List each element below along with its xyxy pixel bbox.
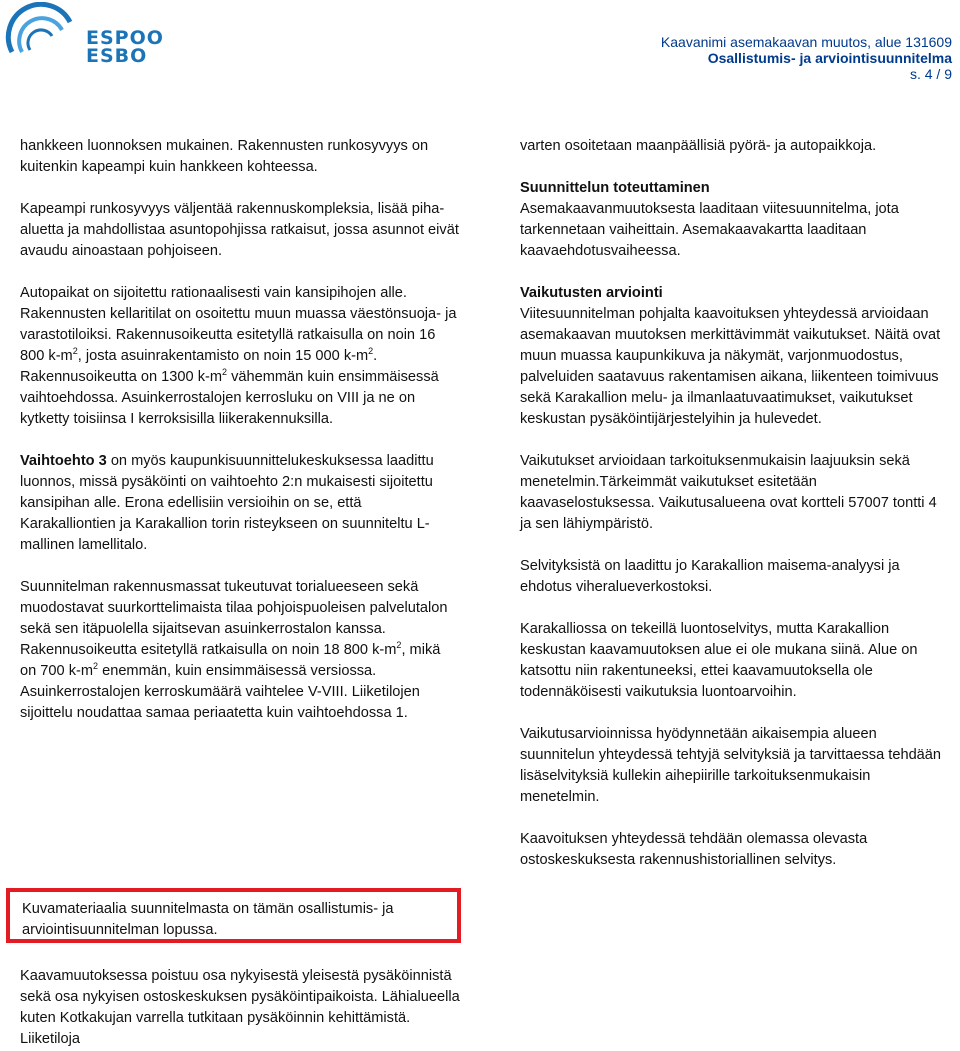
text-run: Autopaikat on sijoitettu rationaalisesti vain kansipihojen alle. Rakennusten kellaritilat on osoitettu muun muassa väestönsuoja- ja varastotiloiksi. Rakennusoikeutta esitetyllä ratkaisulla on noin 16 800 k-m xyxy=(20,285,457,364)
section-heading: Vaikutusten arviointi xyxy=(520,285,663,301)
right-paragraph-1: varten osoitetaan maanpäällisiä pyörä- ja autopaikkoja. xyxy=(520,138,877,154)
superscript: 2 xyxy=(93,661,99,672)
text-run: Viitesuunnitelman pohjalta kaavoituksen yhteydessä arvioidaan asemakaavan muutoksen merkittävimmät vaikutukset. Näitä ovat muun muassa kaupunkikuva ja näkymät, varjonmuodostus, palveluiden saatavuus rakentamisen aikana, liikenteen toimivuus sekä Karakallion melu- ja ilmanlaatuvaatimukset, vaikutukset keskustan pysäköintijärjestelyihin ja hulevedet. xyxy=(520,306,941,427)
left-column xyxy=(20,136,460,745)
right-paragraph-7: Vaikutusarvioinnissa hyödynnetään aikaisempia alueen suunnitelun yhteydessä tehtyjä selvityksiä ja tarvittaessa tehdään lisäselvityksiä kullekin aihepiirille tarkoituksenmukaisin menetelmin. xyxy=(520,726,942,805)
right-paragraph-4: Vaikutukset arvioidaan tarkoituksenmukaisin laajuuksin sekä menetelmin.Tärkeimmät vaikutukset esitetään kaavaselostuksessa. Vaikutusalueena ovat kortteli 57007 tontti 4 ja sen lähiympäristö. xyxy=(520,453,937,532)
right-paragraph-5: Selvityksistä on laadittu jo Karakallion maisema-analyysi ja ehdotus viheralueverkostoksi. xyxy=(520,558,900,595)
superscript: 2 xyxy=(368,346,374,357)
text-run: enemmän, kuin ensimmäisessä versiossa. Asuinkerrostalojen kerroskumäärä vaihtelee V-VIII. Liiketilojen sijoittelu noudattaa samaa periaatetta kuin vaihtoehdossa 1. xyxy=(20,663,420,721)
text-run: vähemmän kuin ensimmäisessä vaihtoehdossa. Asuinkerrostalojen kerrosluku on VIII ja ne on kytketty toisiinsa I kerroksisilla liikerakennuksilla. xyxy=(20,369,439,427)
text-run: . Rakennusoikeutta on 1300 k-m xyxy=(20,348,378,385)
left-paragraph-4 xyxy=(20,451,460,556)
left-paragraph-1: hankkeen luonnoksen mukainen. Rakennusten runkosyvyys on kuitenkin kapeampi kuin hankkeen kohteessa. xyxy=(20,138,429,175)
header-title: Kaavanimi asemakaavan muutos, alue 131609 xyxy=(660,34,952,50)
section-heading: Suunnittelun toteuttaminen xyxy=(520,180,710,196)
option-label: Vaihtoehto 3 xyxy=(20,453,107,469)
espoo-logo xyxy=(4,2,164,70)
right-section-impact xyxy=(520,283,950,430)
superscript: 2 xyxy=(72,346,78,357)
document-header xyxy=(661,34,952,82)
text-run: Suunnitelman rakennusmassat tukeutuvat torialueeseen sekä muodostavat suurkorttelimaista tilaa pohjoispuoleisen palvelutalon sekä sen itäpuolella sijaitsevan asuinkerrostalon kanssa. Rakennusoikeutta esitetyllä ratkaisulla on noin 18 800 k-m xyxy=(20,579,448,658)
left-paragraph-5 xyxy=(20,577,460,724)
superscript: 2 xyxy=(222,367,228,378)
right-column xyxy=(520,136,950,892)
left-paragraph-2: Kapeampi runkosyvyys väljentää rakennuskompleksia, lisää piha-aluetta ja mahdollistaa asuntopohjissa ratkaisut, jossa asunnot eivät avaudu ainoastaan pohjoiseen. xyxy=(20,201,459,259)
left-paragraph-3 xyxy=(20,283,460,430)
superscript: 2 xyxy=(396,640,402,651)
page-number: s. 4 / 9 xyxy=(909,66,952,82)
right-section-implementation xyxy=(520,178,950,262)
text-run: on myös kaupunkisuunnittelukeskuksessa laadittu luonnos, missä pysäköinti on vaihtoehto 2:n mukaisesti sijoitettu kansipihan alle. Erona edellisiin versioihin on se, että Karakalliontien ja Karakallion torin risteykseen on suunniteltu L- mallinen lamellitalo. xyxy=(20,453,434,553)
right-paragraph-8: Kaavoituksen yhteydessä tehdään olemassa olevasta ostoskeskuksesta rakennushistoriallinen selvitys. xyxy=(520,831,868,868)
highlighted-note-box: Kuvamateriaalia suunnitelmasta on tämän osallistumis- ja arviointisuunnitelman lopussa. xyxy=(6,888,461,943)
text-run: , mikä on 700 k-m xyxy=(20,642,441,679)
text-run: Asemakaavanmuutoksesta laaditaan viitesuunnitelma, jota tarkennetaan vaiheittain. Asemakaavakartta laaditaan kaavaehdotusvaiheessa. xyxy=(520,201,899,259)
logo-line-espoo: ESPOO xyxy=(86,27,164,49)
text-run: , josta asuinrakentamisto on noin 15 000 k-m xyxy=(77,348,369,364)
espoo-logo-mark-icon xyxy=(4,2,84,70)
logo-line-esbo: ESBO xyxy=(86,45,148,67)
left-bottom-paragraph: Kaavamuutoksessa poistuu osa nykyisestä yleisestä pysäköinnistä sekä osa nykyisen ostoskeskuksen pysäköintipaikoista. Lähialueella kuten Kotkakujan varrella tutkitaan pysäköinnin kehittämistä. Liiketiloja xyxy=(20,968,460,1047)
header-subtitle: Osallistumis- ja arviointisuunnitelma xyxy=(707,50,952,66)
right-paragraph-6: Karakalliossa on tekeillä luontoselvitys, mutta Karakallion keskustan kaavamuutoksen alue ei ole mukana siinä. Alue on katsottu niin rakentuneeksi, ettei kaavamuutoksella ole todennäköisesti vaikutuksia luontoarvoihin. xyxy=(520,621,918,700)
